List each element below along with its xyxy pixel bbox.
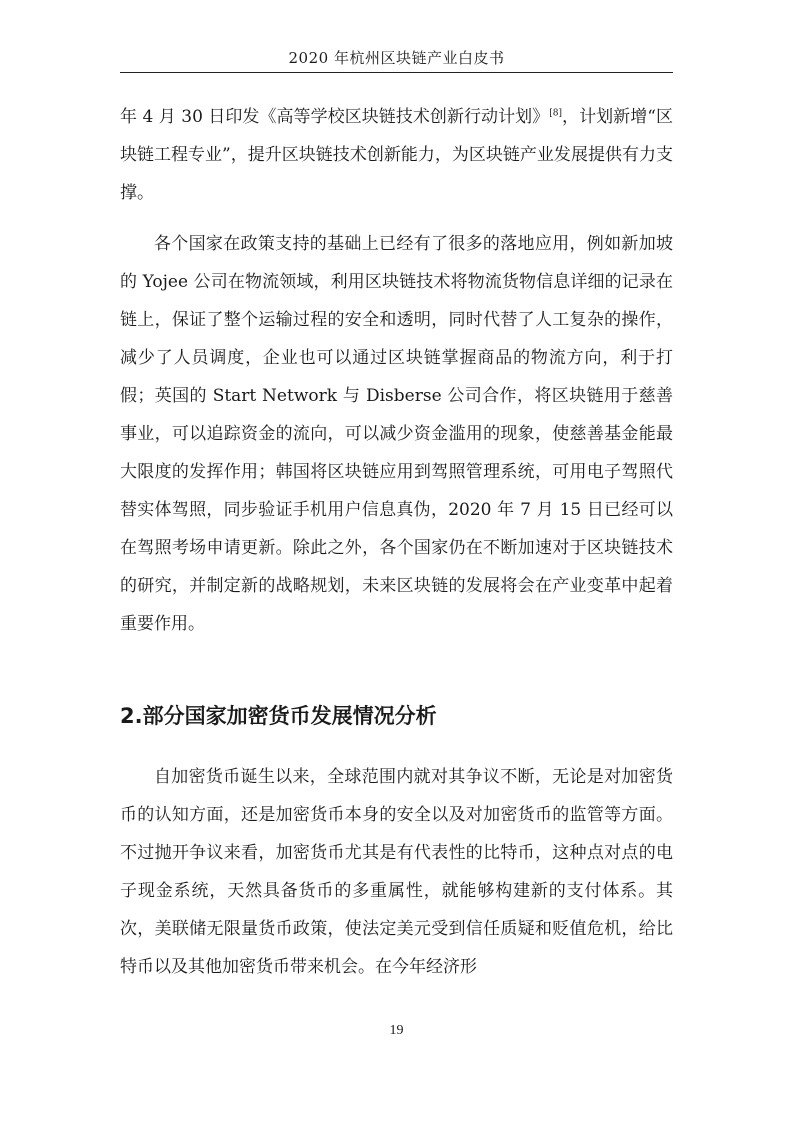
running-header: 2020 年杭州区块链产业白皮书 (288, 49, 505, 67)
paragraph-text: ，计划新增“区块链工程专业”，提升区块链技术创新能力，为区块链产业发展提供有力支撑。 (120, 107, 673, 203)
header-divider (120, 72, 673, 73)
page-number: 19 (389, 1023, 404, 1038)
paragraph-continuation (120, 98, 673, 212)
paragraph-applications: 各个国家在政策支持的基础上已经有了很多的落地应用，例如新加坡的 Yojee 公司在物流领域，利用区块链技术将物流货物信息详细的记录在链上，保证了整个运输过程的安全和透明，同时代替了人工复杂的操作，减少了人员调度，企业也可以通过区块链掌握商品的物流方向，利于打假；英国的 Start Network 与 Disberse 公司合作，将区块链用于慈善事业，可以追踪资金的流向，可以减少资金滥用的现象，使慈善基金能最大限度的发挥作用；韩国将区块链应用到驾照管理系统，可用电子驾照代替实体驾照，同步验证手机用户信息真伪，2020 年 7 月 15 日已经可以在驾照考场申请更新。除此之外，各个国家仍在不断加速对于区块链技术的研究，并制定新的战略规划，未来区块链的发展将会在产业变革中起着重要作用。 (120, 234, 673, 634)
paragraph-text: 年 4 月 30 日印发《高等学校区块链技术创新行动计划》 (120, 107, 550, 127)
citation-reference: [8] (549, 108, 562, 119)
section-heading: 2.部分国家加密货币发展情况分析 (120, 704, 437, 728)
paragraph-crypto: 自加密货币诞生以来，全球范围内就对其争议不断，无论是对加密货币的认知方面，还是加密货币本身的安全以及对加密货币的监管等方面。不过抛开争议来看，加密货币尤其是有代表性的比特币，这种点对点的电子现金系统，天然具备货币的多重属性，就能够构建新的支付体系。其次，美联储无限量货币政策，使法定美元受到信任质疑和贬值危机，给比特币以及其他加密货币带来机会。在今年经济形 (120, 767, 673, 977)
